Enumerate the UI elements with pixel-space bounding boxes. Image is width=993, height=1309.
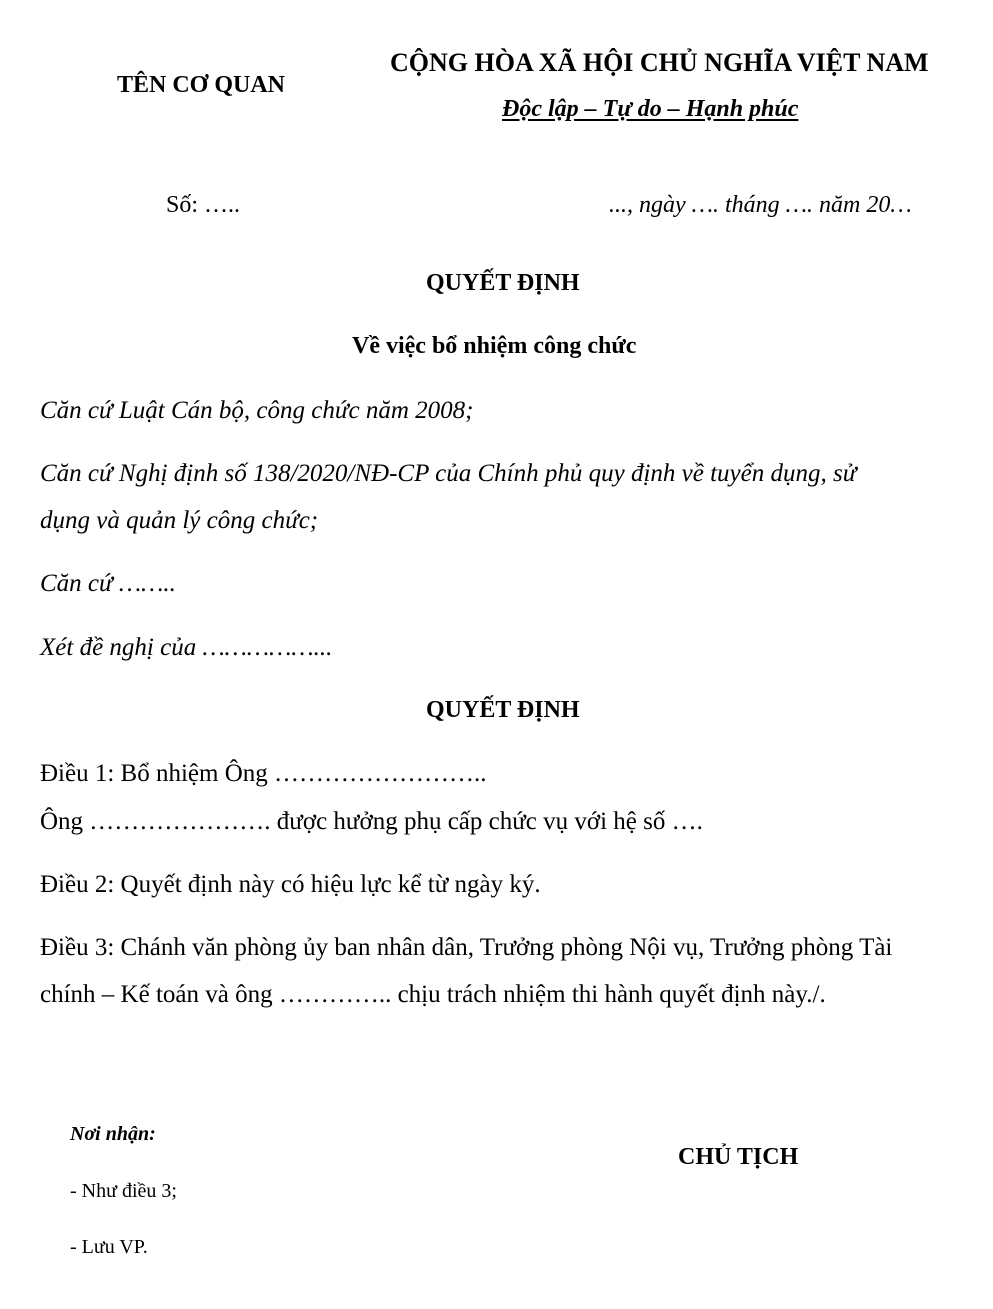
article-1-line1: Điều 1: Bổ nhiệm Ông ……………………..: [40, 760, 487, 787]
basis-decree-line2: dụng và quản lý công chức;: [40, 507, 319, 534]
article-2: Điều 2: Quyết định này có hiệu lực kể từ ngày ký.: [40, 871, 541, 898]
recipient-item: - Như điều 3;: [70, 1180, 177, 1202]
article-3-line1: Điều 3: Chánh văn phòng ủy ban nhân dân, Trưởng phòng Nội vụ, Trưởng phòng Tài: [40, 934, 893, 961]
recipients-label: Nơi nhận:: [70, 1123, 156, 1145]
article-1-line2: Ông …………………. được hưởng phụ cấp chức vụ với hệ số ….: [40, 808, 703, 835]
document-subject: Về việc bổ nhiệm công chức: [352, 333, 637, 359]
motto: Độc lập – Tự do – Hạnh phúc: [502, 96, 799, 122]
signer-title: CHỦ TỊCH: [678, 1144, 799, 1170]
agency-name: TÊN CƠ QUAN: [117, 72, 286, 98]
country-name: CỘNG HÒA XÃ HỘI CHỦ NGHĨA VIỆT NAM: [390, 48, 929, 77]
basis-other: Căn cứ ……..: [40, 570, 176, 597]
document-title: QUYẾT ĐỊNH: [426, 270, 580, 296]
recipient-item: - Lưu VP.: [70, 1236, 148, 1258]
basis-decree-line1: Căn cứ Nghị định số 138/2020/NĐ-CP của Chính phủ quy định về tuyển dụng, sử: [40, 460, 857, 487]
document-number: Số: …..: [166, 192, 241, 218]
issue-date: ..., ngày …. tháng …. năm 20…: [609, 192, 912, 218]
basis-law: Căn cứ Luật Cán bộ, công chức năm 2008;: [40, 397, 474, 424]
proposal-line: Xét đề nghị của ……………...: [40, 634, 333, 661]
decision-heading: QUYẾT ĐỊNH: [426, 697, 580, 723]
article-3-line2: chính – Kế toán và ông ………….. chịu trách nhiệm thi hành quyết định này./.: [40, 981, 826, 1008]
